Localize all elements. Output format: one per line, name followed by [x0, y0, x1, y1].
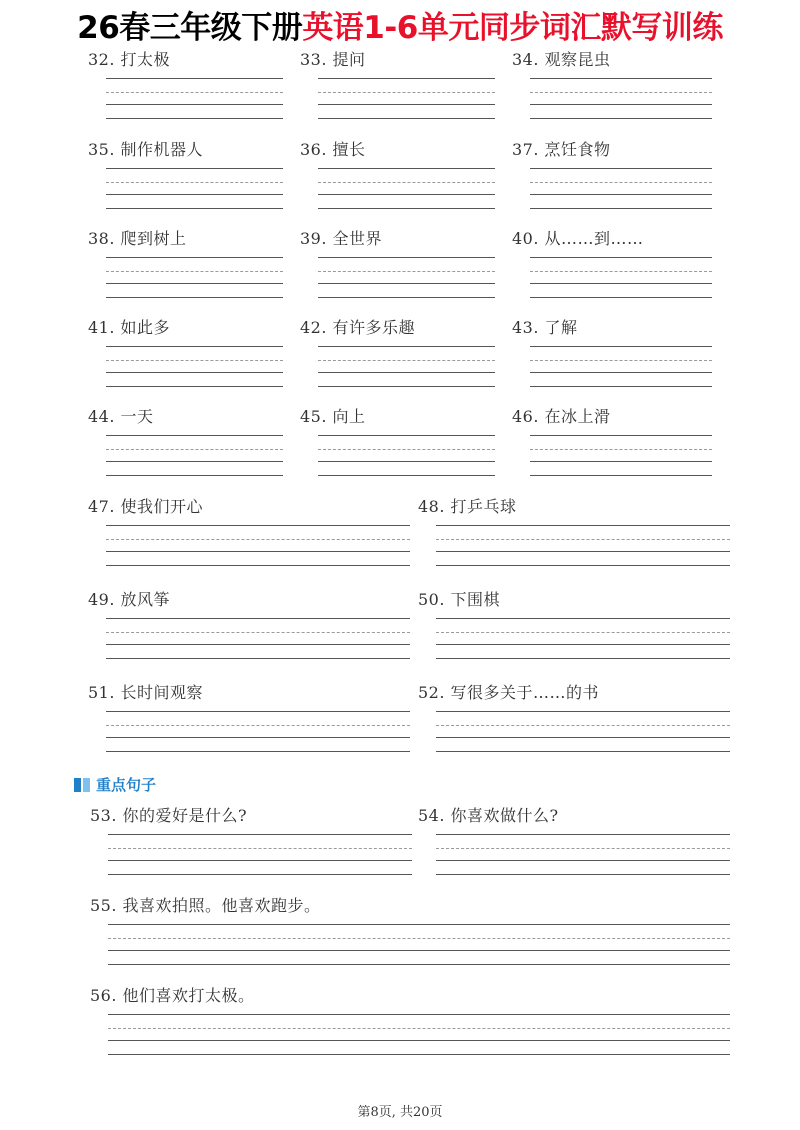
exercise-label	[88, 140, 283, 160]
title-subject: 英语1-6单元同步词汇默写训练	[302, 9, 723, 46]
guide-line	[106, 751, 410, 752]
guide-line	[530, 208, 712, 209]
exercise-prompt: 写很多关于……的书	[450, 683, 600, 702]
section-heading-label: 重点句子	[96, 776, 157, 794]
exercise-item	[88, 407, 283, 427]
guide-line	[530, 257, 712, 258]
guide-line	[318, 475, 495, 476]
guide-line	[318, 194, 495, 195]
exercise-item	[512, 140, 712, 160]
exercise-item	[418, 683, 730, 703]
guide-line-dashed	[108, 1028, 730, 1029]
guide-line	[106, 711, 410, 712]
guide-line	[108, 860, 412, 861]
writing-lines[interactable]	[108, 1014, 730, 1062]
writing-lines[interactable]	[108, 924, 730, 972]
exercise-number: 44.	[88, 407, 121, 426]
exercise-label	[512, 318, 712, 338]
exercise-prompt: 一天	[120, 407, 154, 426]
exercise-item	[512, 229, 712, 249]
exercise-label	[418, 590, 730, 610]
exercise-label	[90, 806, 412, 826]
guide-line-dashed	[106, 271, 283, 272]
guide-line	[106, 283, 283, 284]
exercise-prompt: 使我们开心	[120, 497, 204, 516]
writing-lines[interactable]	[436, 618, 730, 666]
guide-line-dashed	[106, 449, 283, 450]
guide-line	[106, 346, 283, 347]
guide-line	[106, 461, 283, 462]
writing-lines[interactable]	[106, 618, 410, 666]
page-title	[0, 0, 800, 48]
guide-line	[106, 78, 283, 79]
exercise-label	[512, 50, 712, 70]
exercise-label	[88, 683, 410, 703]
exercise-label	[90, 986, 730, 1006]
guide-line	[318, 78, 495, 79]
writing-lines[interactable]	[436, 711, 730, 759]
exercise-item	[418, 497, 730, 517]
exercise-label	[300, 407, 495, 427]
exercise-label	[90, 896, 730, 916]
exercise-number: 36.	[300, 140, 333, 159]
exercise-number: 48.	[418, 497, 451, 516]
guide-line	[106, 435, 283, 436]
exercise-prompt: 他们喜欢打太极。	[122, 986, 255, 1005]
guide-line-dashed	[106, 92, 283, 93]
exercise-number: 34.	[512, 50, 545, 69]
guide-line	[106, 168, 283, 169]
exercise-number: 40.	[512, 229, 545, 248]
exercise-item	[300, 407, 495, 427]
exercise-label	[300, 50, 495, 70]
exercise-label	[512, 229, 712, 249]
exercise-label	[88, 318, 283, 338]
exercise-label	[300, 140, 495, 160]
exercise-number: 45.	[300, 407, 333, 426]
exercise-item	[512, 407, 712, 427]
writing-lines[interactable]	[106, 525, 410, 573]
exercise-number: 54.	[418, 806, 451, 825]
exercise-item	[88, 229, 283, 249]
guide-line	[106, 194, 283, 195]
guide-line	[318, 297, 495, 298]
exercise-prompt: 在冰上滑	[544, 407, 611, 426]
writing-lines[interactable]	[106, 711, 410, 759]
exercise-label	[418, 683, 730, 703]
guide-line	[106, 551, 410, 552]
guide-line	[530, 372, 712, 373]
exercise-number: 41.	[88, 318, 121, 337]
guide-line	[436, 834, 730, 835]
guide-line	[530, 435, 712, 436]
writing-lines[interactable]	[530, 435, 712, 483]
writing-lines[interactable]	[436, 525, 730, 573]
exercise-number: 42.	[300, 318, 333, 337]
guide-line-dashed	[318, 449, 495, 450]
guide-line	[108, 924, 730, 925]
exercise-label	[88, 407, 283, 427]
writing-lines[interactable]	[318, 346, 495, 394]
guide-line	[436, 618, 730, 619]
guide-line	[436, 711, 730, 712]
guide-line	[318, 118, 495, 119]
guide-line	[436, 874, 730, 875]
exercise-prompt: 了解	[544, 318, 578, 337]
exercise-label	[512, 407, 712, 427]
guide-line	[106, 644, 410, 645]
writing-lines[interactable]	[530, 168, 712, 216]
guide-line	[318, 257, 495, 258]
guide-line	[436, 658, 730, 659]
guide-line-dashed	[436, 725, 730, 726]
exercise-prompt: 你的爱好是什么?	[122, 806, 248, 825]
guide-line	[318, 283, 495, 284]
guide-line-dashed	[436, 848, 730, 849]
guide-line	[108, 1040, 730, 1041]
writing-lines[interactable]	[106, 346, 283, 394]
guide-line	[530, 461, 712, 462]
exercise-number: 46.	[512, 407, 545, 426]
guide-line	[108, 964, 730, 965]
writing-lines[interactable]	[106, 168, 283, 216]
guide-line	[318, 168, 495, 169]
exercise-prompt: 长时间观察	[120, 683, 204, 702]
exercise-prompt: 提问	[332, 50, 366, 69]
guide-line	[530, 386, 712, 387]
exercise-label	[88, 229, 283, 249]
guide-line	[530, 194, 712, 195]
writing-lines[interactable]	[318, 168, 495, 216]
exercise-prompt: 有许多乐趣	[332, 318, 416, 337]
writing-lines[interactable]	[106, 257, 283, 305]
exercise-item	[300, 229, 495, 249]
exercise-label	[300, 229, 495, 249]
guide-line	[436, 644, 730, 645]
guide-line	[318, 435, 495, 436]
guide-line	[106, 525, 410, 526]
exercise-item	[88, 497, 410, 517]
exercise-item	[418, 806, 730, 826]
exercise-label	[88, 497, 410, 517]
exercise-item	[300, 50, 495, 70]
guide-line	[530, 104, 712, 105]
exercise-prompt: 烹饪食物	[544, 140, 611, 159]
exercise-item	[418, 590, 730, 610]
writing-lines[interactable]	[530, 346, 712, 394]
exercise-label	[300, 318, 495, 338]
exercise-number: 47.	[88, 497, 121, 516]
exercise-item	[512, 50, 712, 70]
title-grade: 26春三年级下册	[77, 9, 303, 46]
exercise-item	[88, 50, 283, 70]
guide-line	[106, 475, 283, 476]
guide-line	[106, 372, 283, 373]
guide-line	[530, 283, 712, 284]
exercise-number: 39.	[300, 229, 333, 248]
guide-line	[108, 874, 412, 875]
exercise-item	[300, 318, 495, 338]
exercise-prompt: 向上	[332, 407, 366, 426]
guide-line	[436, 860, 730, 861]
exercise-number: 49.	[88, 590, 121, 609]
guide-line-dashed	[108, 848, 412, 849]
exercise-label	[88, 50, 283, 70]
guide-line	[106, 297, 283, 298]
guide-line-dashed	[106, 360, 283, 361]
guide-line	[436, 737, 730, 738]
guide-line-dashed	[106, 182, 283, 183]
exercise-number: 51.	[88, 683, 121, 702]
exercise-number: 56.	[90, 986, 123, 1005]
guide-line-dashed	[436, 632, 730, 633]
guide-line-dashed	[106, 539, 410, 540]
guide-line-dashed	[318, 92, 495, 93]
exercise-prompt: 下围棋	[450, 590, 501, 609]
guide-line	[318, 346, 495, 347]
exercise-item	[88, 318, 283, 338]
guide-line	[530, 168, 712, 169]
exercise-number: 35.	[88, 140, 121, 159]
guide-line	[436, 751, 730, 752]
exercise-item	[88, 590, 410, 610]
exercise-number: 52.	[418, 683, 451, 702]
guide-line	[318, 372, 495, 373]
page-number: 第8页, 共20页	[357, 1105, 443, 1120]
guide-line	[106, 618, 410, 619]
guide-line	[530, 297, 712, 298]
guide-line-dashed	[530, 360, 712, 361]
guide-line-dashed	[106, 632, 410, 633]
exercise-item	[300, 140, 495, 160]
guide-line-dashed	[106, 725, 410, 726]
guide-line-dashed	[530, 92, 712, 93]
guide-line-dashed	[530, 182, 712, 183]
exercise-prompt: 你喜欢做什么?	[450, 806, 559, 825]
exercise-label	[418, 806, 730, 826]
writing-lines[interactable]	[106, 78, 283, 126]
guide-line	[106, 386, 283, 387]
guide-line	[530, 475, 712, 476]
guide-line	[108, 950, 730, 951]
exercise-item	[512, 318, 712, 338]
exercise-item	[90, 896, 730, 916]
guide-line	[106, 104, 283, 105]
exercise-item	[90, 806, 412, 826]
exercise-prompt: 如此多	[120, 318, 171, 337]
exercise-prompt: 打太极	[120, 50, 171, 69]
exercise-number: 53.	[90, 806, 123, 825]
guide-line	[318, 386, 495, 387]
writing-lines[interactable]	[318, 257, 495, 305]
guide-line-dashed	[530, 449, 712, 450]
guide-line	[106, 565, 410, 566]
exercise-prompt: 观察昆虫	[544, 50, 611, 69]
writing-lines[interactable]	[436, 834, 730, 882]
exercise-number: 38.	[88, 229, 121, 248]
guide-line	[530, 78, 712, 79]
exercise-number: 43.	[512, 318, 545, 337]
guide-line	[530, 118, 712, 119]
guide-line-dashed	[318, 271, 495, 272]
writing-lines[interactable]	[530, 257, 712, 305]
guide-line-dashed	[530, 271, 712, 272]
guide-line	[318, 461, 495, 462]
guide-line	[106, 658, 410, 659]
guide-line	[106, 118, 283, 119]
exercise-number: 55.	[90, 896, 123, 915]
exercise-prompt: 打乒乓球	[450, 497, 517, 516]
exercise-item	[88, 140, 283, 160]
exercise-number: 50.	[418, 590, 451, 609]
guide-line	[436, 551, 730, 552]
exercise-item	[90, 986, 730, 1006]
guide-line	[106, 737, 410, 738]
exercise-prompt: 爬到树上	[120, 229, 187, 248]
guide-line-dashed	[318, 182, 495, 183]
exercise-item	[88, 683, 410, 703]
guide-line	[436, 525, 730, 526]
guide-line	[530, 346, 712, 347]
guide-line	[436, 565, 730, 566]
exercise-label	[512, 140, 712, 160]
guide-line	[318, 208, 495, 209]
writing-lines[interactable]	[108, 834, 412, 882]
exercise-prompt: 我喜欢拍照。他喜欢跑步。	[122, 896, 321, 915]
exercise-number: 37.	[512, 140, 545, 159]
guide-line-dashed	[108, 938, 730, 939]
book-icon	[74, 778, 90, 792]
writing-lines[interactable]	[318, 78, 495, 126]
exercise-prompt: 从……到……	[544, 229, 644, 248]
exercise-prompt: 全世界	[332, 229, 383, 248]
exercise-prompt: 放风筝	[120, 590, 171, 609]
writing-lines[interactable]	[106, 435, 283, 483]
exercise-prompt: 擅长	[332, 140, 366, 159]
guide-line-dashed	[436, 539, 730, 540]
guide-line-dashed	[318, 360, 495, 361]
guide-line	[108, 1054, 730, 1055]
exercise-label	[418, 497, 730, 517]
exercise-prompt: 制作机器人	[120, 140, 204, 159]
exercise-number: 32.	[88, 50, 121, 69]
exercise-number: 33.	[300, 50, 333, 69]
guide-line	[318, 104, 495, 105]
writing-lines[interactable]	[530, 78, 712, 126]
writing-lines[interactable]	[318, 435, 495, 483]
guide-line	[106, 208, 283, 209]
section-heading	[74, 774, 156, 795]
exercise-label	[88, 590, 410, 610]
guide-line	[108, 834, 412, 835]
guide-line	[108, 1014, 730, 1015]
guide-line	[106, 257, 283, 258]
